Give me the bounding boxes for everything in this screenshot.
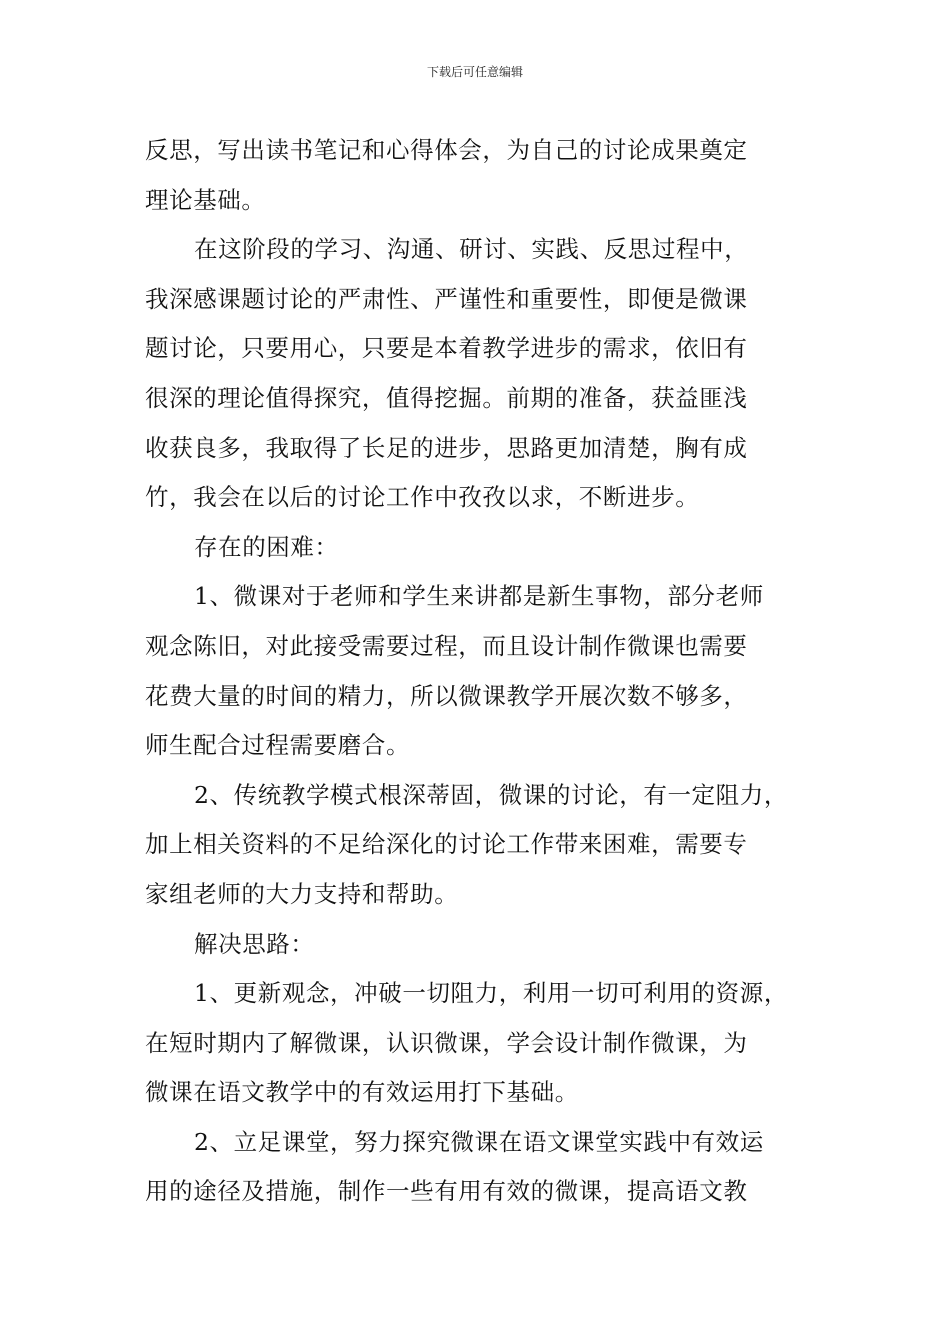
text-line: 2、立足课堂，努力探究微课在语文课堂实践中有效运 — [194, 1127, 764, 1156]
paragraph-1 — [145, 126, 810, 225]
text-line: 存在的困难： — [194, 532, 339, 561]
text-line: 1、微课对于老师和学生来讲都是新生事物，部分老师 — [194, 582, 764, 611]
text-line: 很深的理论值得探究，值得挖掘。前期的准备，获益匪浅 — [145, 383, 748, 412]
text-line: 加上相关资料的不足给深化的讨论工作带来困难，需要专 — [145, 830, 748, 859]
text-line: 解决思路： — [194, 929, 315, 958]
solution-item-2 — [145, 1118, 810, 1217]
text-line: 微课在语文教学中的有效运用打下基础。 — [145, 1078, 579, 1107]
text-line: 理论基础。 — [145, 185, 266, 214]
text-line: 用的途径及措施，制作一些有用有效的微课，提高语文教 — [145, 1177, 748, 1206]
text-line: 花费大量的时间的精力，所以微课教学开展次数不够多， — [145, 681, 748, 710]
text-line: 在这阶段的学习、沟通、研讨、实践、反思过程中， — [194, 235, 749, 264]
solution-item-1 — [145, 969, 810, 1118]
page-header: 下载后可任意编辑 — [426, 65, 523, 79]
text-line: 在短时期内了解微课，认识微课，学会设计制作微课，为 — [145, 1028, 748, 1057]
document-body — [145, 126, 810, 1217]
heading-solutions — [145, 920, 810, 970]
text-line: 反思，写出读书笔记和心得体会，为自己的讨论成果奠定 — [145, 136, 748, 164]
heading-difficulties — [145, 523, 810, 573]
text-line: 观念陈旧，对此接受需要过程，而且设计制作微课也需要 — [145, 631, 748, 660]
difficulty-item-1 — [145, 572, 810, 770]
text-line: 家组老师的大力支持和帮助。 — [145, 879, 459, 908]
difficulty-item-2 — [145, 771, 810, 920]
text-line: 收获良多，我取得了长足的进步，思路更加清楚，胸有成 — [145, 433, 748, 462]
text-line: 我深感课题讨论的严肃性、严谨性和重要性，即便是微课 — [145, 284, 748, 313]
text-line: 2、传统教学模式根深蒂固，微课的讨论，有一定阻力， — [194, 780, 788, 809]
text-line: 竹，我会在以后的讨论工作中孜孜以求，不断进步。 — [145, 483, 700, 512]
text-line: 1、更新观念，冲破一切阻力，利用一切可利用的资源， — [194, 979, 788, 1008]
paragraph-2 — [145, 225, 810, 523]
text-line: 题讨论，只要用心，只要是本着教学进步的需求，依旧有 — [145, 334, 748, 363]
text-line: 师生配合过程需要磨合。 — [145, 731, 411, 760]
